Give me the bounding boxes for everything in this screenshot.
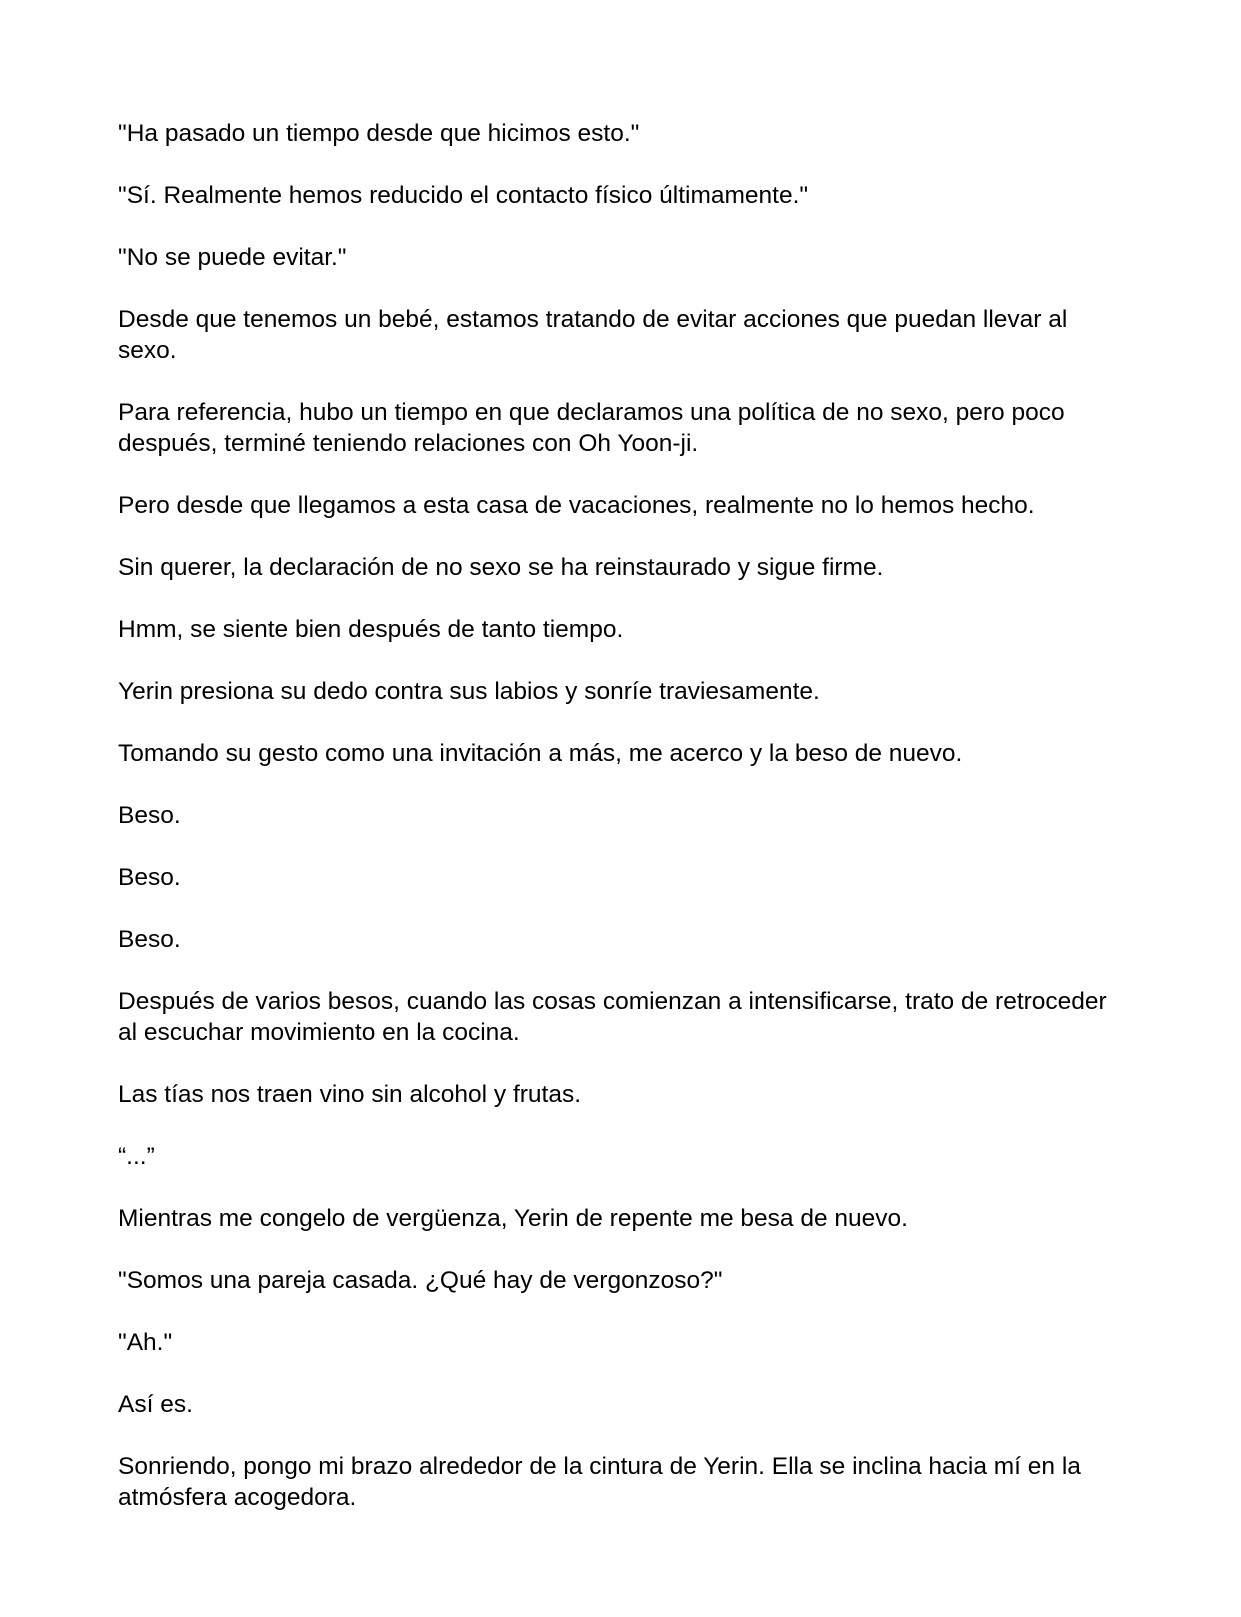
paragraph-4: Desde que tenemos un bebé, estamos tratando de evitar acciones que puedan llevar al sexo. <box>118 306 1068 364</box>
paragraph-5: Para referencia, hubo un tiempo en que declaramos una política de no sexo, pero poco después, terminé teniendo relaciones con Oh Yoon-ji. <box>118 399 1065 457</box>
paragraph-6: Pero desde que llegamos a esta casa de vacaciones, realmente no lo hemos hecho. <box>118 492 1035 519</box>
paragraph-11: Beso. <box>118 802 181 829</box>
paragraph-15: Las tías nos traen vino sin alcohol y frutas. <box>118 1081 582 1108</box>
paragraph-21: Sonriendo, pongo mi brazo alrededor de la cintura de Yerin. Ella se inclina hacia mí en la atmósfera acogedora. <box>118 1453 1081 1511</box>
paragraph-13: Beso. <box>118 926 181 953</box>
paragraph-9: Yerin presiona su dedo contra sus labios y sonríe traviesamente. <box>118 678 820 705</box>
paragraph-3: "No se puede evitar." <box>118 244 347 271</box>
paragraph-2: "Sí. Realmente hemos reducido el contacto físico últimamente." <box>118 182 809 209</box>
paragraph-14: Después de varios besos, cuando las cosas comienzan a intensificarse, trato de retroceder al escuchar movimiento en la cocina. <box>118 988 1107 1046</box>
paragraph-16: “...” <box>118 1143 155 1170</box>
document-body <box>118 118 1128 1544</box>
paragraph-19: "Ah." <box>118 1329 173 1356</box>
paragraph-17: Mientras me congelo de vergüenza, Yerin de repente me besa de nuevo. <box>118 1205 908 1232</box>
paragraph-20: Así es. <box>118 1391 193 1418</box>
paragraph-1: "Ha pasado un tiempo desde que hicimos esto." <box>118 120 640 147</box>
paragraph-10: Tomando su gesto como una invitación a más, me acerco y la beso de nuevo. <box>118 740 963 767</box>
paragraph-8: Hmm, se siente bien después de tanto tiempo. <box>118 616 624 643</box>
paragraph-7: Sin querer, la declaración de no sexo se ha reinstaurado y sigue firme. <box>118 554 884 581</box>
paragraph-18: "Somos una pareja casada. ¿Qué hay de vergonzoso?" <box>118 1267 723 1294</box>
paragraph-12: Beso. <box>118 864 181 891</box>
